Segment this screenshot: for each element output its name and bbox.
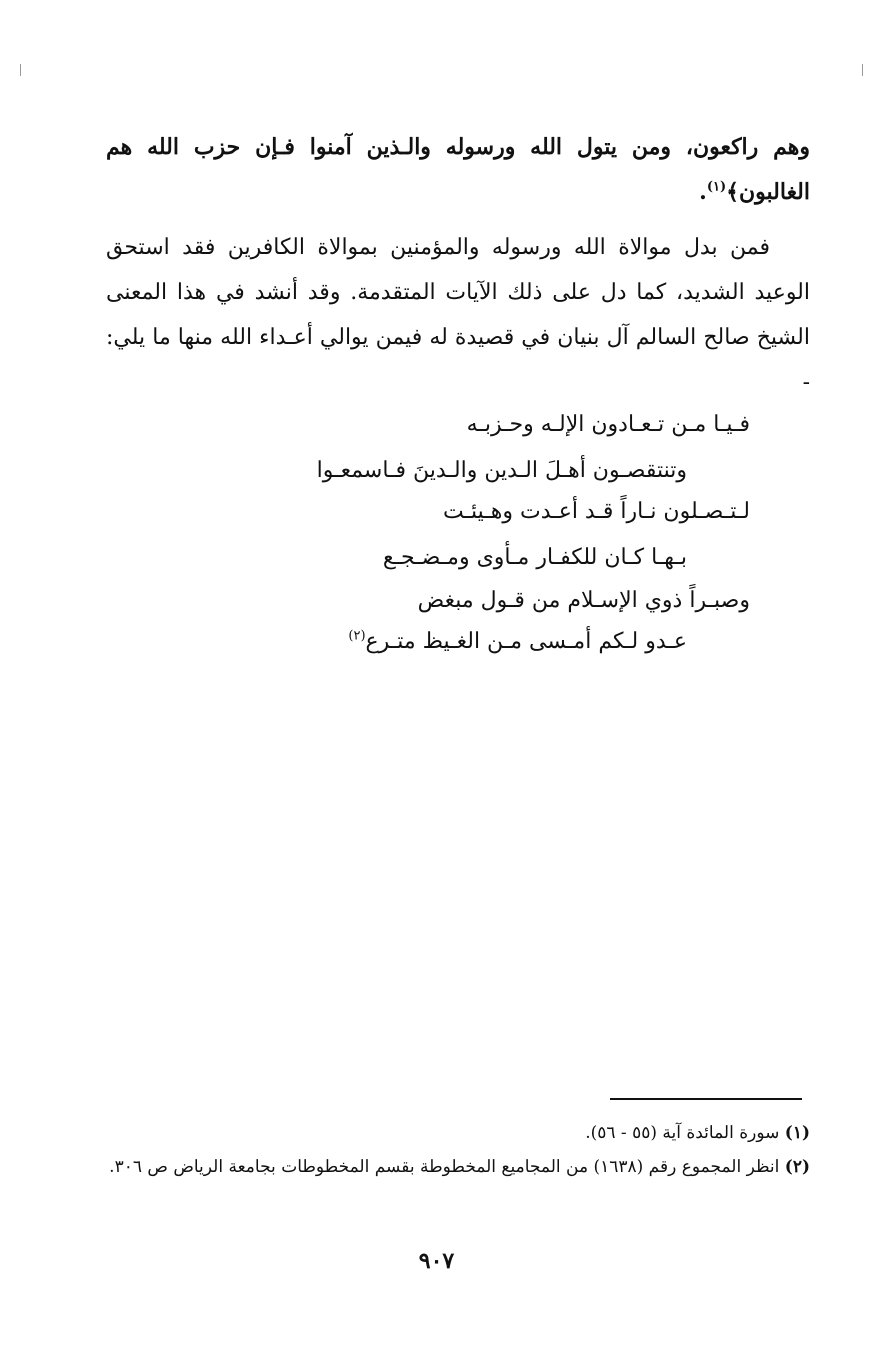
footnote-2: [100, 1150, 810, 1184]
poem-line: فـيـا مـن تـعـادون الإلـه وحـزبـه: [466, 412, 750, 437]
poem-line: بـهـا كـان للكفـار مـأوى ومـضـجـع: [382, 545, 687, 570]
footnote-ref-2: (٢): [348, 628, 366, 644]
footnote-text: سورة المائدة آية (٥٥ - ٥٦).: [585, 1123, 780, 1143]
poem-line: وتنتقصـون أهـلَ الـدين والـدينَ فـاسمعـوا: [316, 458, 687, 483]
footnote-1: [100, 1116, 810, 1150]
body-paragraph: [106, 225, 810, 405]
poem-line-last: [348, 622, 687, 662]
quote-end: .: [699, 179, 707, 205]
footnote-text: انظر المجموع رقم (١٦٣٨) من المجاميع المخطوطة بقسم المخطوطات بجامعة الرياض ص ٣٠٦.: [109, 1157, 780, 1177]
footnote-number: (١): [784, 1123, 810, 1143]
paragraph-text: فمن بدل موالاة الله ورسوله والمؤمنين بموالاة الكافرين فقد استحق الوعيد الشديد، كما دل على ذلك الآيات المتقدمة. وقد أنشد في هذا المعنى الشيخ صالح السالم آل بنيان في قصيدة له فيمن يوالي أعـداء الله منها ما يلي: -: [106, 235, 810, 395]
scan-mark-left: [20, 64, 21, 76]
quote-text: وهم راكعون، ومن يتول الله ورسوله والـذين آمنوا فـإن حزب الله هم الغالبون﴾: [106, 134, 810, 205]
poem-line: وصبـراً ذوي الإسـلام من قـول مبغض: [417, 588, 750, 613]
poem-line: لـتـصـلون نـاراً قـد أعـدت وهـيئـت: [443, 499, 750, 524]
quran-quote: [106, 125, 810, 215]
scan-mark-right: [862, 64, 863, 76]
footnote-number: (٢): [784, 1157, 810, 1177]
page-number: ٩٠٧: [418, 1248, 455, 1274]
footnote-ref-1: (١): [706, 179, 727, 195]
poem-line-text: عـدو لـكم أمـسى مـن الغـيظ متـرع: [365, 629, 687, 654]
footnotes: [100, 1116, 810, 1184]
footnote-divider: [610, 1098, 802, 1100]
